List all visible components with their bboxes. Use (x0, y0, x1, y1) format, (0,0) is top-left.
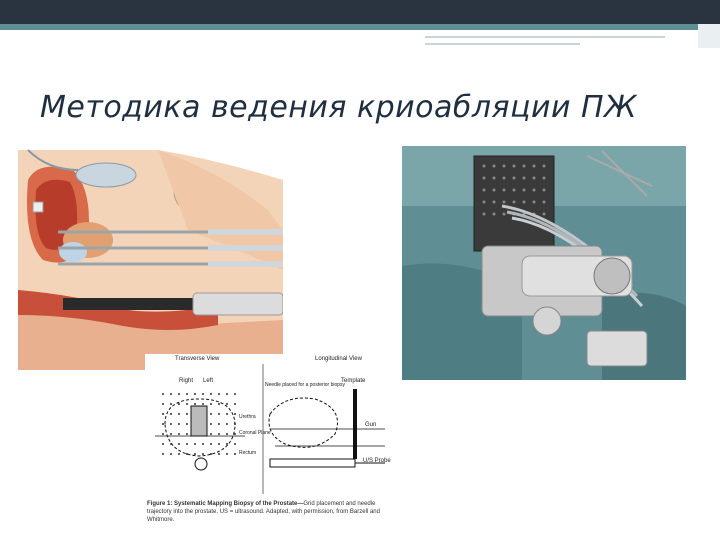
us-probe-label: U/S Probe (363, 458, 391, 464)
corner-decor (698, 24, 720, 48)
prostate-anatomy-illustration (18, 140, 283, 370)
coronal-plane-label: Coronal Plane (239, 430, 271, 436)
needle-label: Needle placed for a posterior biopsy (265, 382, 346, 388)
gun-label: Gun (365, 422, 377, 428)
left-label: Left (203, 378, 214, 384)
decor-line-upper (425, 36, 665, 38)
mapping-biopsy-diagram (145, 354, 395, 529)
transverse-view-label: Transverse View (175, 356, 220, 362)
top-bar-accent (0, 24, 720, 30)
template-label: Template (341, 378, 366, 384)
cryoablation-procedure-photo (402, 146, 686, 380)
caption-body: Grid placement and needle trajectory into the prostate. US = ultrasound. Adapted, with permission, from Barzell and Whitmore. (147, 501, 380, 523)
urethra-label: Urethra (239, 414, 256, 420)
top-bar (0, 0, 720, 24)
figure-caption (147, 500, 393, 524)
slide-title: Методика ведения криоабляции ПЖ (40, 90, 637, 125)
decor-line-lower (425, 43, 580, 45)
caption-title: Figure 1: Systematic Mapping Biopsy of the Prostate— (147, 501, 304, 507)
rectum-label: Rectum (239, 450, 257, 456)
longitudinal-view-label: Longitudinal View (315, 356, 362, 362)
right-label: Right (179, 378, 194, 384)
